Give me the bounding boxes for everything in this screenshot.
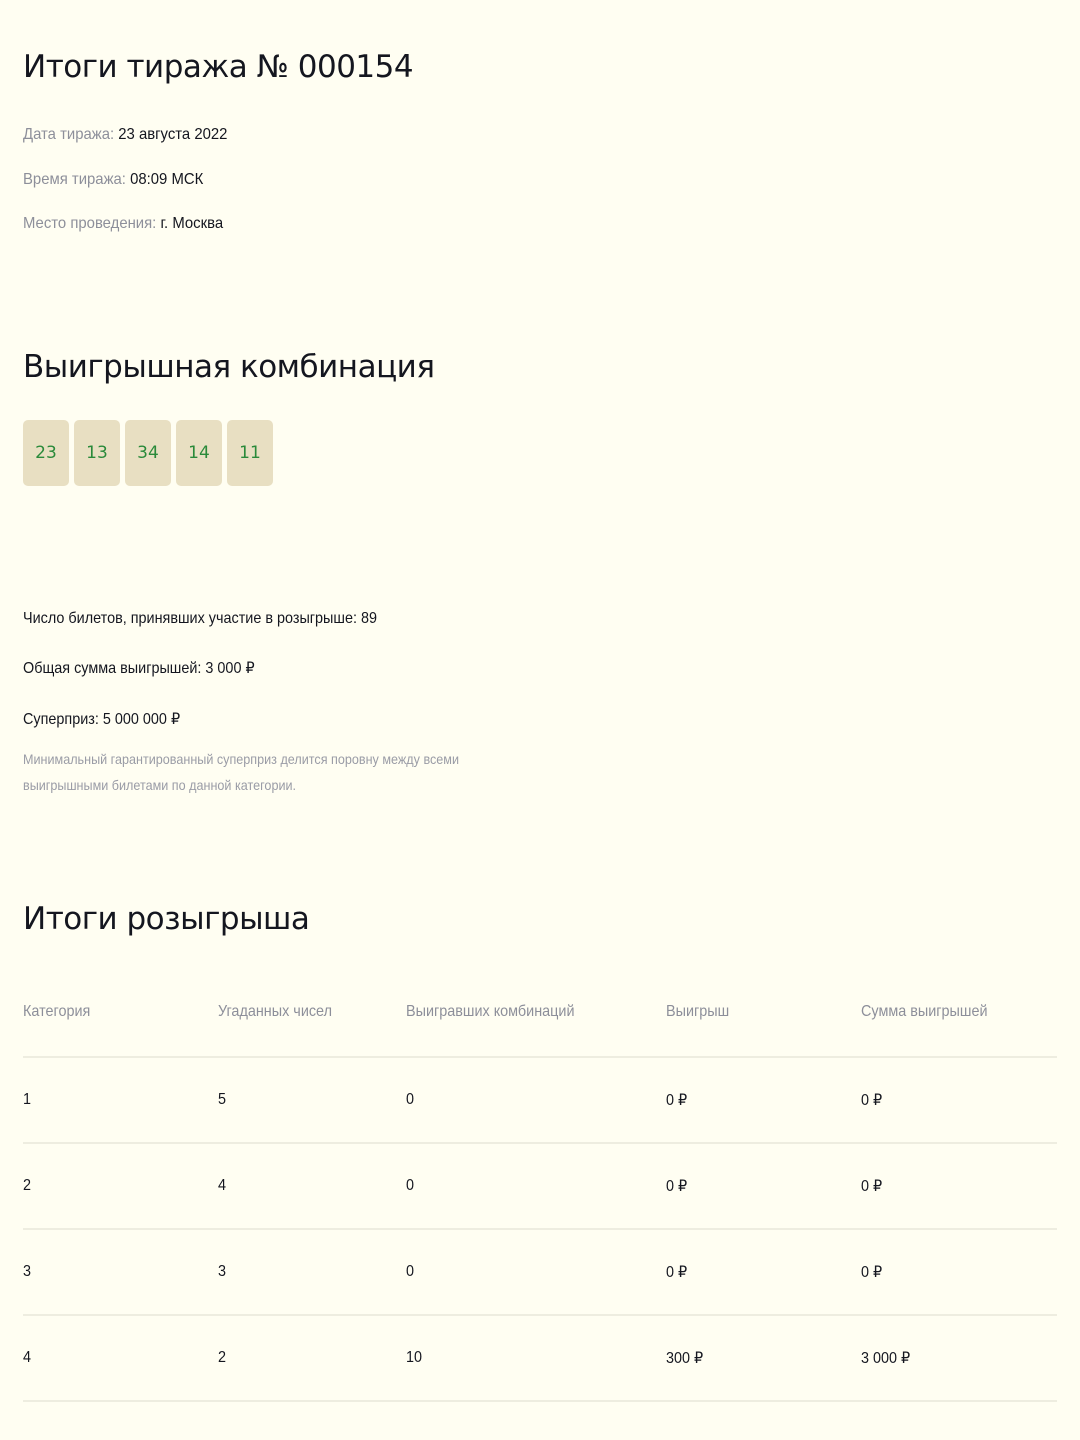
table-row: [23, 1143, 1057, 1229]
draw-date: [23, 127, 227, 143]
table-cell: 4: [218, 1143, 406, 1229]
winning-number: 34: [125, 420, 171, 486]
table-cell: 2: [23, 1143, 218, 1229]
table-cell: 10: [406, 1315, 666, 1401]
table-cell: 0 ₽: [666, 1143, 861, 1229]
column-header-prize: Выигрыш: [666, 968, 861, 1057]
table-cell: 0 ₽: [861, 1143, 1057, 1229]
draw-place-value: г. Москва: [160, 215, 224, 232]
table-cell: 0: [406, 1143, 666, 1229]
table-header-row: [23, 968, 1057, 1057]
table-cell: 0: [406, 1057, 666, 1143]
results-title: Итоги розыгрыша: [23, 901, 310, 937]
table-cell: 0: [406, 1229, 666, 1315]
draw-time-value: 08:09 МСК: [130, 171, 204, 188]
tickets-count-value: 89: [360, 610, 377, 627]
winning-number: 11: [227, 420, 273, 486]
table-cell: 3 000 ₽: [861, 1315, 1057, 1401]
table-cell: 0 ₽: [861, 1229, 1057, 1315]
table-cell: 4: [23, 1315, 218, 1401]
table-cell: 3: [218, 1229, 406, 1315]
table-row: [23, 1229, 1057, 1315]
superprize: [23, 712, 180, 728]
table-cell: 300 ₽: [666, 1315, 861, 1401]
superprize-note: Минимальный гарантированный суперприз делится поровну между всеми выигрышными билетами по данной категории.: [23, 751, 460, 793]
table-cell: 0 ₽: [861, 1057, 1057, 1143]
column-header-winning-combinations: Выигравших комбинаций: [406, 968, 666, 1057]
tickets-count: [23, 611, 377, 627]
table-cell: 3: [23, 1229, 218, 1315]
superprize-label: Суперприз:: [23, 711, 99, 728]
table-cell: 0 ₽: [666, 1229, 861, 1315]
table-row: [23, 1315, 1057, 1401]
winning-number: 23: [23, 420, 69, 486]
table-row: [23, 1057, 1057, 1143]
draw-date-value: 23 августа 2022: [118, 126, 228, 143]
draw-place: [23, 216, 223, 232]
superprize-value: 5 000 000 ₽: [102, 711, 181, 728]
draw-time: [23, 172, 203, 188]
draw-date-label: Дата тиража:: [23, 126, 115, 143]
table-cell: 2: [218, 1315, 406, 1401]
combination-title: Выигрышная комбинация: [23, 349, 435, 385]
total-winnings-value: 3 000 ₽: [205, 660, 255, 677]
draw-title: Итоги тиража № 000154: [23, 49, 414, 85]
winning-number: 14: [176, 420, 222, 486]
column-header-matched: Угаданных чисел: [218, 968, 406, 1057]
winning-number: 13: [74, 420, 120, 486]
tickets-count-label: Число билетов, принявших участие в розыгрыше:: [23, 610, 357, 627]
results-table: [23, 968, 1057, 1402]
total-winnings: [23, 661, 255, 677]
column-header-total: Сумма выигрышей: [861, 968, 1057, 1057]
total-winnings-label: Общая сумма выигрышей:: [23, 660, 202, 677]
table-cell: 0 ₽: [666, 1057, 861, 1143]
column-header-category: Категория: [23, 968, 218, 1057]
draw-time-label: Время тиража:: [23, 171, 126, 188]
table-cell: 5: [218, 1057, 406, 1143]
draw-place-label: Место проведения:: [23, 215, 157, 232]
winning-numbers: [23, 420, 273, 486]
table-cell: 1: [23, 1057, 218, 1143]
